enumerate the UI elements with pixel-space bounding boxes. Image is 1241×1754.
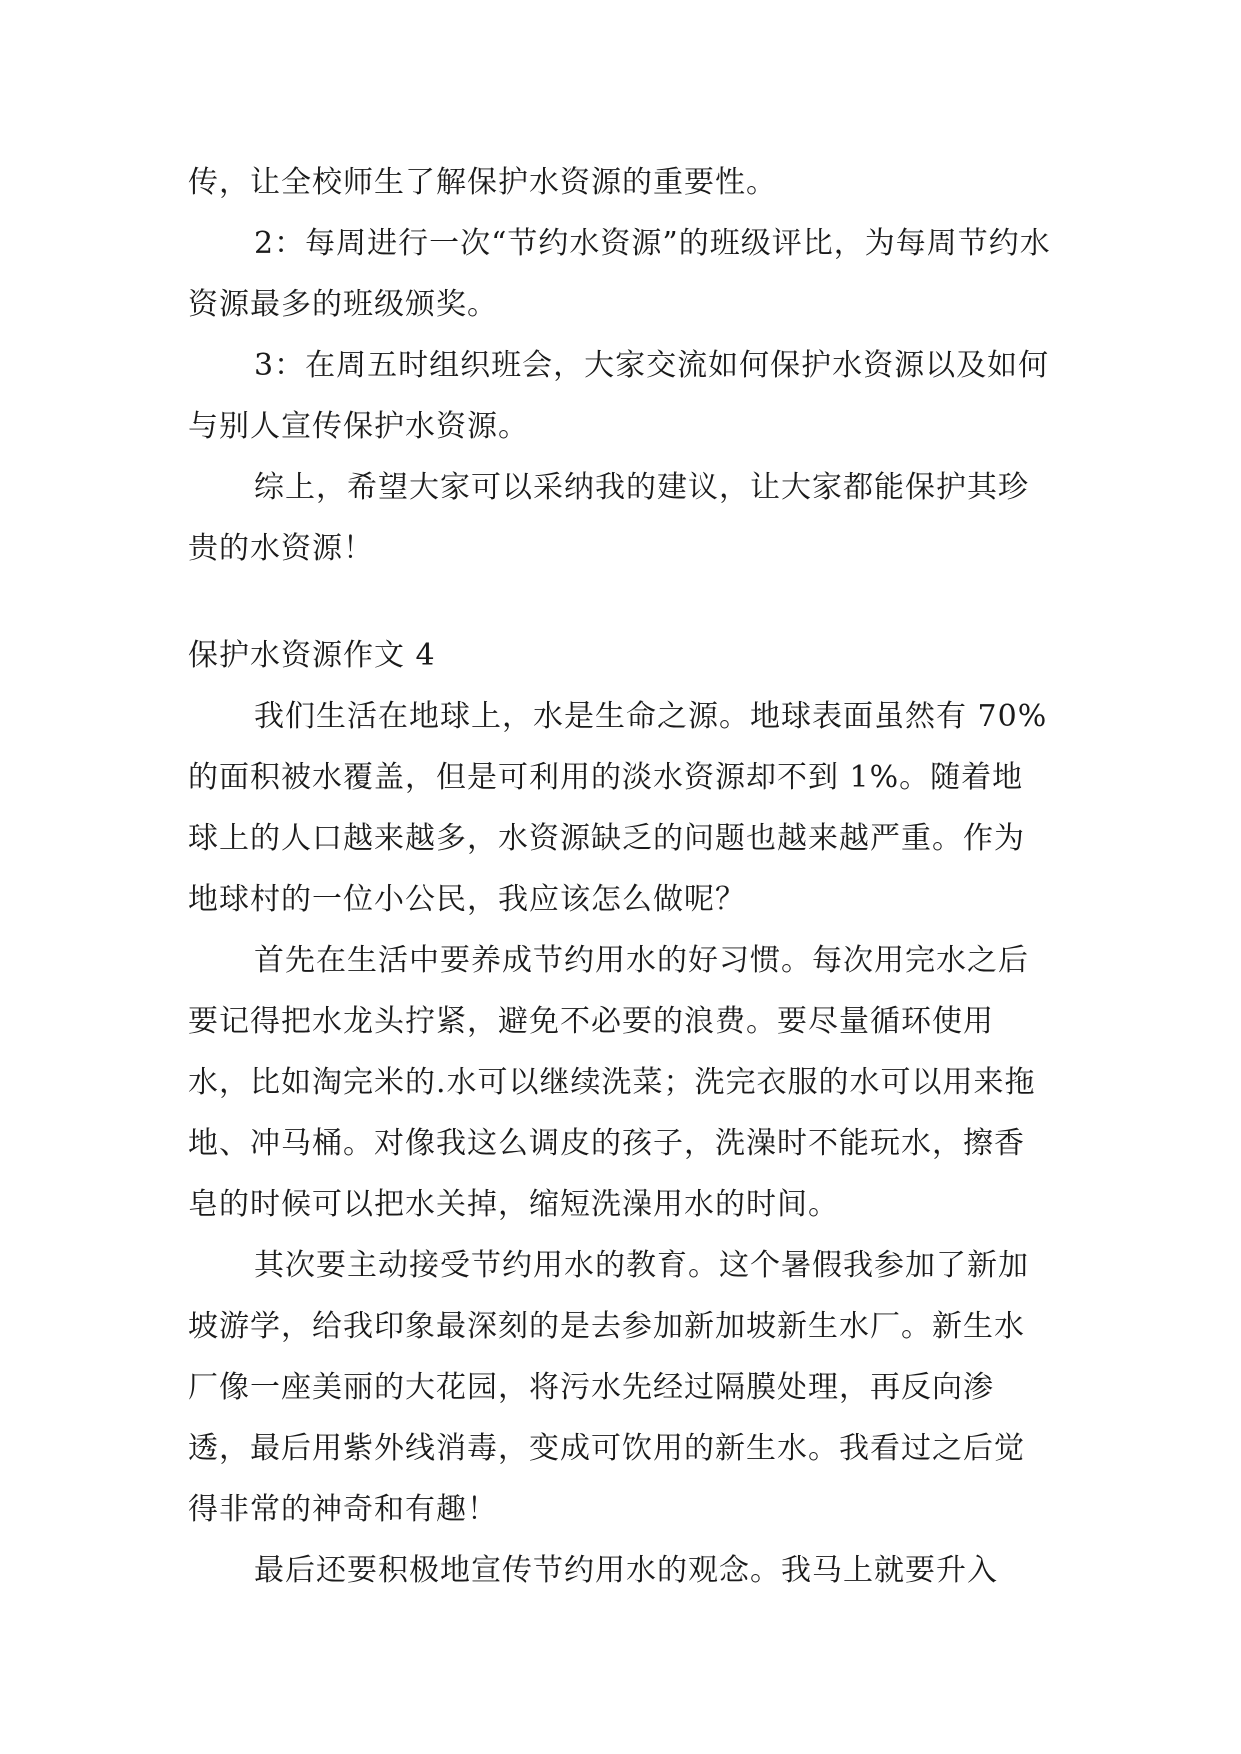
paragraph: 首先在生活中要养成节约用水的好习惯。每次用完水之后要记得把水龙头拧紧，避免不必要的浪费。要尽量循环使用水，比如淘完米的.水可以继续洗菜；洗完衣服的水可以用来拖地、冲马桶。对像我这么调皮的孩子，洗澡时不能玩水，擦香皂的时候可以把水关掉，缩短洗澡用水的时间。 [188,943,1036,1222]
paragraph: 最后还要积极地宣传节约用水的观念。我马上就要升入 [254,1553,998,1588]
paragraph: 2：每周进行一次“节约水资源”的班级评比，为每周节约水资源最多的班级颁奖。 [188,226,1051,322]
paragraph: 传，让全校师生了解保护水资源的重要性。 [188,165,777,200]
paragraph: 其次要主动接受节约用水的教育。这个暑假我参加了新加坡游学，给我印象最深刻的是去参加新加坡新生水厂。新生水厂像一座美丽的大花园，将污水先经过隔膜处理，再反向渗透，最后用紫外线消毒，变成可饮用的新生水。我看过之后觉得非常的神奇和有趣！ [188,1248,1029,1527]
paragraph: 综上，希望大家可以采纳我的建议，让大家都能保护其珍贵的水资源！ [188,470,1029,566]
section-spacer [188,579,1053,625]
paragraph: 3：在周五时组织班会，大家交流如何保护水资源以及如何与别人宣传保护水资源。 [188,348,1050,444]
section-title: 保护水资源作文 4 [188,638,436,673]
paragraph: 我们生活在地球上，水是生命之源。地球表面虽然有 70%的面积被水覆盖，但是可利用的淡水资源却不到 1%。随着地球上的人口越来越多，水资源缺乏的问题也越来越严重。作为地球村的一位小公民，我应该怎么做呢？ [188,699,1048,917]
document-body [188,152,1053,1601]
